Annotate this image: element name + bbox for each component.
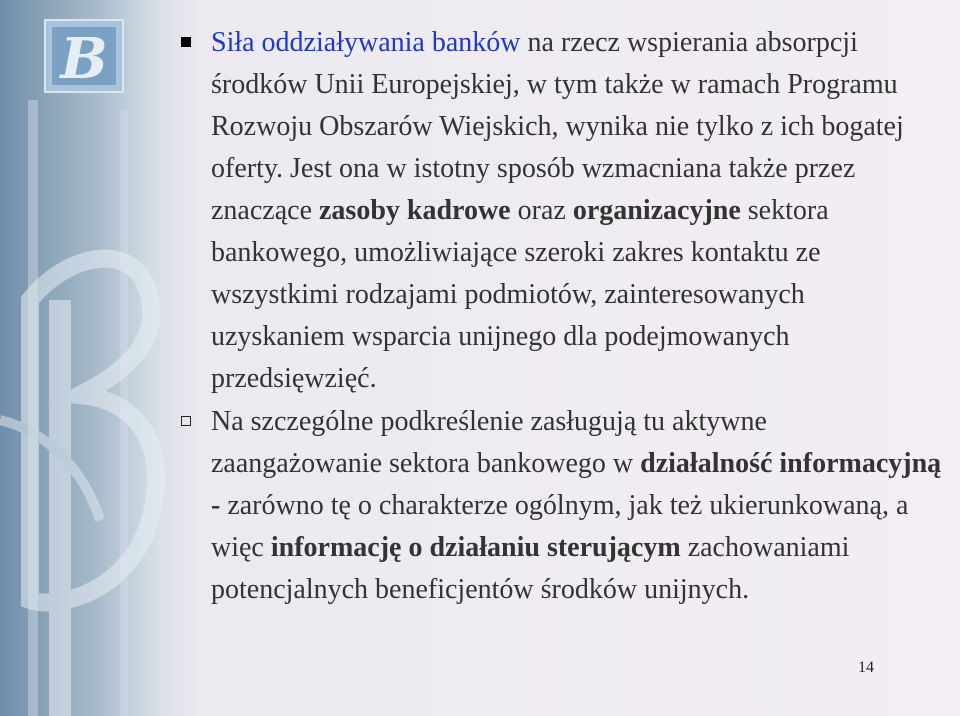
text-segment: oraz: [510, 195, 573, 226]
logo-badge-icon: [45, 20, 123, 92]
slide-content: [184, 22, 944, 611]
paragraph-1: [184, 22, 944, 400]
hollow-square-bullet-icon: [181, 416, 191, 426]
text-segment: na rzecz wspierania absorpcji środków Unii Europejskiej, w tym także w ramach Programu Rozwoju Obszarów Wiejskich, wynika nie tylko z ich bogatej oferty. Jest ona w istotny sposób wzmacniana także przez znaczące: [211, 27, 904, 226]
svg-text:B: B: [60, 26, 108, 92]
text-segment: sektora bankowego, umożliwiające szeroki zakres kontaktu ze wszystkimi rodzajami podmiotów, zainteresowanych uzyskaniem wsparcia unijnego dla podejmowanych przedsięwzięć.: [211, 195, 829, 394]
paragraph-2: [184, 401, 944, 611]
text-segment: Na szczególne podkreślenie zasługują tu aktywne zaangażowanie sektora bankowego w: [211, 406, 767, 479]
square-bullet-icon: [181, 37, 191, 47]
text-segment: zarówno tę o charakterze ogólnym, jak też ukierunkowaną, a więc: [211, 490, 909, 563]
bold-text: informację o działaniu sterującym: [270, 532, 681, 563]
bank-logo-watermark: [0, 0, 175, 716]
text-segment: zachowaniami potencjalnych beneficjentów środków unijnych.: [211, 532, 850, 605]
accent-text: Siła oddziaływania banków: [211, 27, 521, 58]
page-number: 14: [858, 659, 874, 676]
bold-text: zasoby kadrowe: [319, 195, 511, 226]
bold-text: organizacyjne: [572, 195, 741, 226]
bold-text: działalność informacyjną -: [211, 448, 942, 521]
